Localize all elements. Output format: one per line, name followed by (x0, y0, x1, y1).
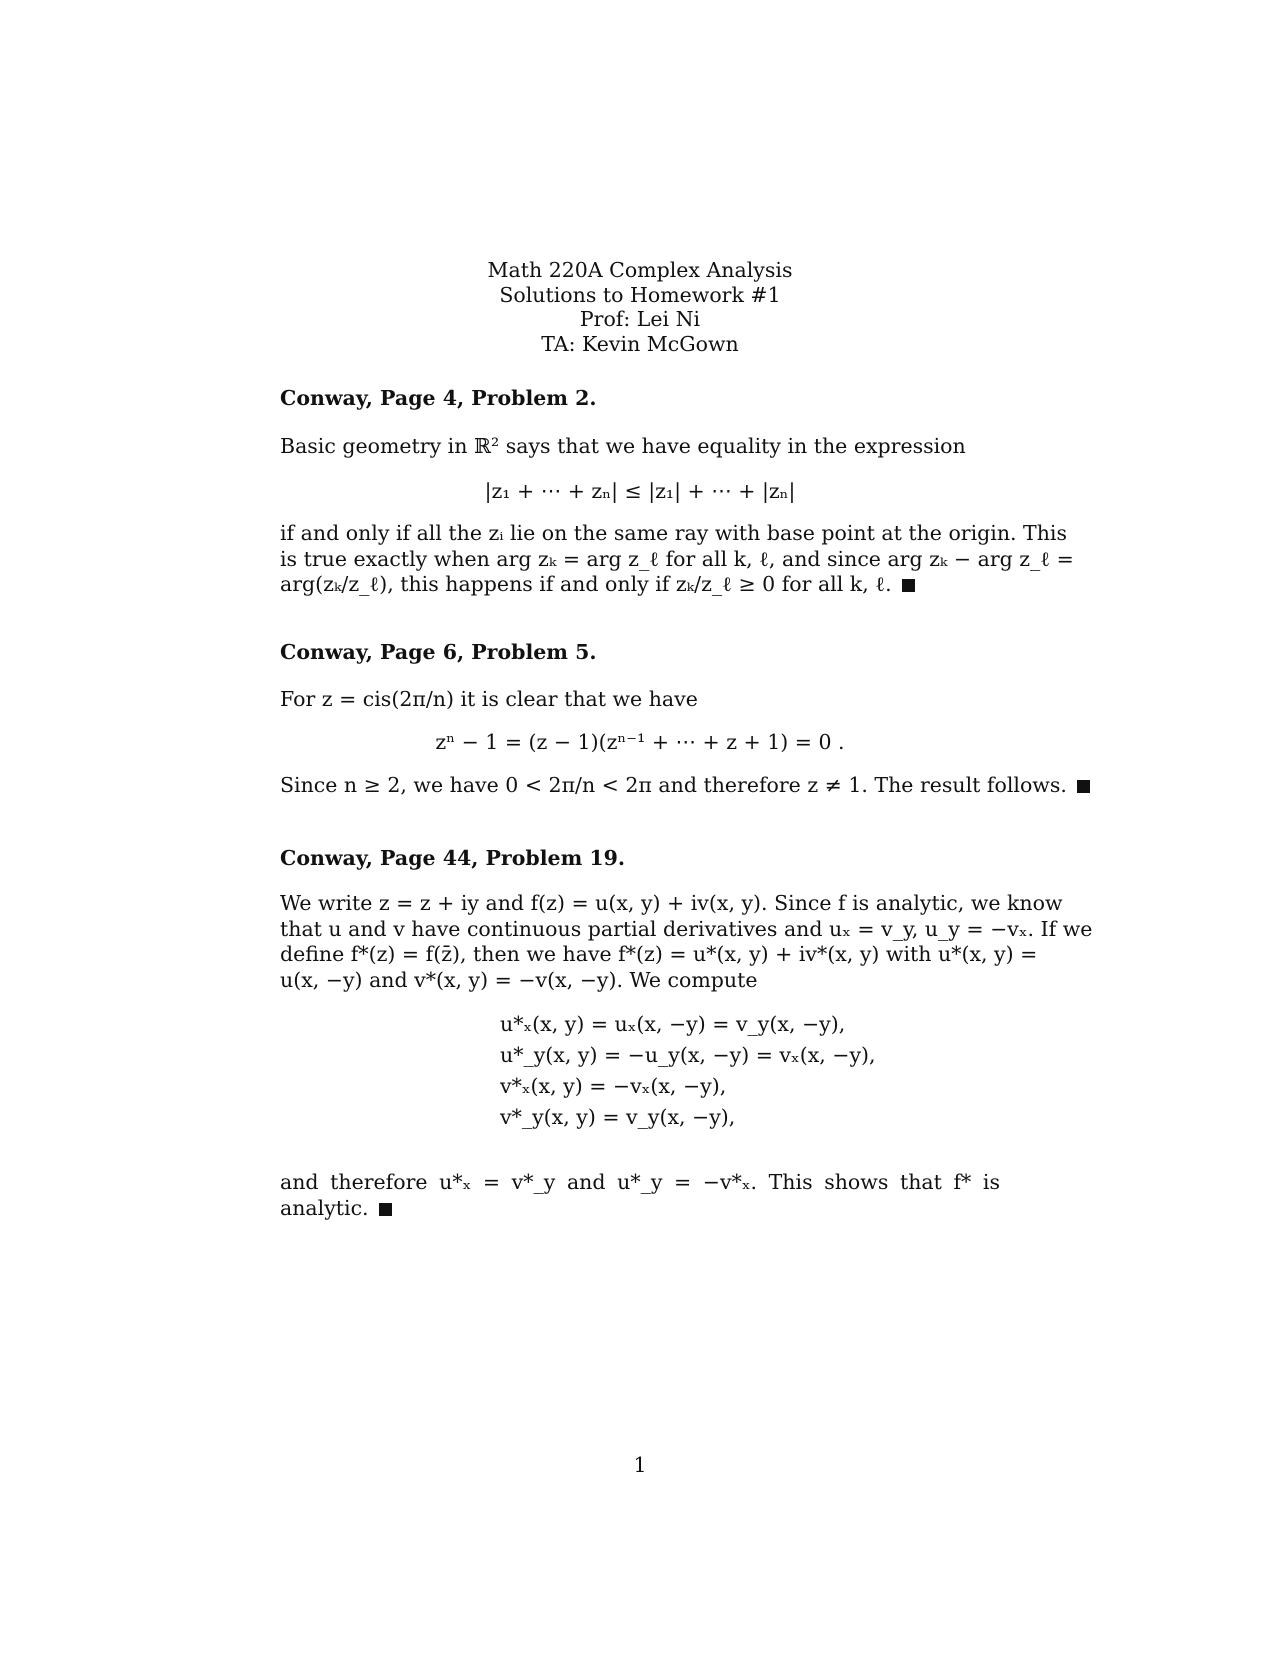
body-line (280, 773, 1067, 799)
professor-line: Prof: Lei Ni (579, 307, 701, 331)
equation-line: v*ₓ(x, y) = −vₓ(x, −y), (500, 1074, 727, 1098)
problem-1-heading: Conway, Page 4, Problem 2. (280, 386, 597, 410)
problem-2-body (280, 773, 1067, 799)
document-title: Solutions to Homework #1 (499, 282, 781, 307)
body-line: that u and v have continuous partial derivatives and uₓ = v_y, u_y = −vₓ. If we (280, 916, 1093, 941)
page-number: 1 (633, 1453, 647, 1477)
ta-line: TA: Kevin McGown (541, 331, 739, 356)
problem-1-intro: Basic geometry in ℝ² says that we have equality in the expression (280, 434, 966, 458)
body-line: define f*(z) = f(z̄), then we have f*(z) = u*(x, y) + iv*(x, y) with u*(x, y) = (280, 942, 1038, 966)
body-line: is true exactly when arg zₖ = arg z_ℓ for all k, ℓ, and since arg zₖ − arg z_ℓ = (280, 546, 1074, 571)
equation-line: v*_y(x, y) = v_y(x, −y), (500, 1105, 736, 1129)
problem-3-conclusion (280, 1170, 1000, 1221)
document-header (0, 258, 1280, 356)
problem-2-heading: Conway, Page 6, Problem 5. (280, 640, 597, 664)
problem-3-intro (280, 891, 1093, 993)
body-line-text: arg(zₖ/z_ℓ), this happens if and only if zₖ/z_ℓ ≥ 0 for all k, ℓ. (280, 572, 892, 596)
problem-2-intro: For z = cis(2π/n) it is clear that we have (280, 687, 698, 711)
body-line-text: Since n ≥ 2, we have 0 < 2π/n < 2π and therefore z ≠ 1. The result follows. (280, 773, 1067, 797)
equation-line: u*ₓ(x, y) = uₓ(x, −y) = v_y(x, −y), (500, 1012, 846, 1036)
equation-line: u*_y(x, y) = −u_y(x, −y) = vₓ(x, −y), (500, 1043, 876, 1067)
problem-1-display-equation: |z₁ + ⋯ + zₙ| ≤ |z₁| + ⋯ + |zₙ| (484, 479, 796, 503)
body-line: u(x, −y) and v*(x, y) = −v(x, −y). We compute (280, 967, 758, 992)
course-title: Math 220A Complex Analysis (487, 258, 793, 282)
body-line: We write z = z + iy and f(z) = u(x, y) + iv(x, y). Since f is analytic, we know (280, 891, 1063, 915)
body-line (280, 572, 1000, 598)
qed-square-icon (902, 579, 915, 592)
body-line: if and only if all the zᵢ lie on the same ray with base point at the origin. This (280, 521, 1068, 545)
body-line-text: and therefore u*ₓ = v*_y and u*_y = −v*ₓ. This shows that f* is analytic. (280, 1170, 1000, 1220)
problem-1-body (280, 521, 1074, 598)
problem-3-equation-array (500, 1009, 876, 1133)
qed-square-icon (379, 1203, 392, 1216)
problem-2-display-equation: zⁿ − 1 = (z − 1)(zⁿ⁻¹ + ⋯ + z + 1) = 0 . (435, 730, 845, 754)
qed-square-icon (1077, 780, 1090, 793)
problem-3-heading: Conway, Page 44, Problem 19. (280, 846, 626, 870)
